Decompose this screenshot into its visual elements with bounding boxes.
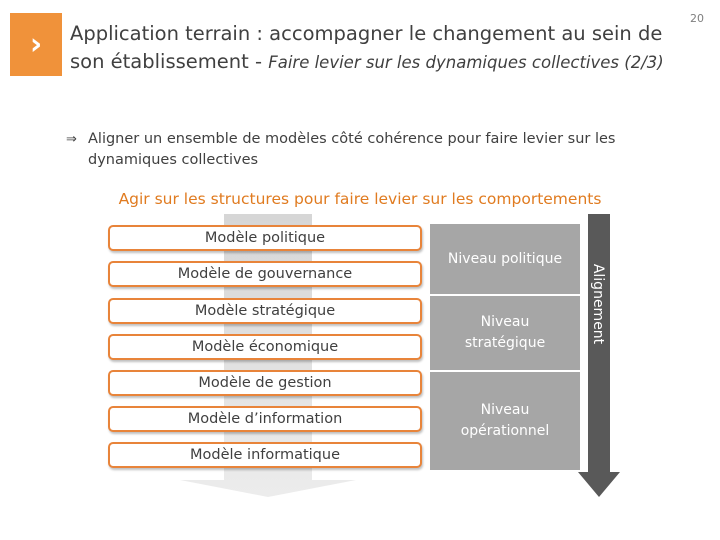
slide-number: 20 xyxy=(690,12,704,25)
model-politique: Modèle politique xyxy=(108,225,422,251)
title-main: Application terrain : accompagner le changement au sein de son établissement xyxy=(70,22,663,73)
header-chevron-box xyxy=(10,13,62,76)
bullet-text: Aligner un ensemble de modèles côté cohérence pour faire levier sur les dynamiques collectives xyxy=(88,131,616,168)
section-heading: Agir sur les structures pour faire levier sur les comportements xyxy=(118,190,602,208)
level-strategique xyxy=(430,296,580,370)
implies-arrow-icon: ⇒ xyxy=(66,132,77,147)
model-economique: Modèle économique xyxy=(108,334,422,360)
level-label: Niveau stratégique xyxy=(464,314,546,351)
model-gestion: Modèle de gestion xyxy=(108,370,422,396)
model-informatique: Modèle informatique xyxy=(108,442,422,468)
bullet-point xyxy=(66,129,646,171)
alignment-label: Alignement xyxy=(590,263,606,345)
model-strategique: Modèle stratégique xyxy=(108,298,422,324)
model-information: Modèle d’information xyxy=(108,406,422,432)
title-separator: - xyxy=(248,50,269,73)
level-politique xyxy=(430,224,580,294)
title-subtitle: Faire levier sur les dynamiques collectives (2/3) xyxy=(268,53,664,72)
chevron-right-icon: › xyxy=(29,27,43,62)
level-operationnel xyxy=(430,372,580,470)
level-label: Niveau politique xyxy=(447,250,563,267)
page-title xyxy=(70,20,680,77)
model-gouvernance: Modèle de gouvernance xyxy=(108,261,422,287)
level-label: Niveau opérationnel xyxy=(460,402,550,439)
